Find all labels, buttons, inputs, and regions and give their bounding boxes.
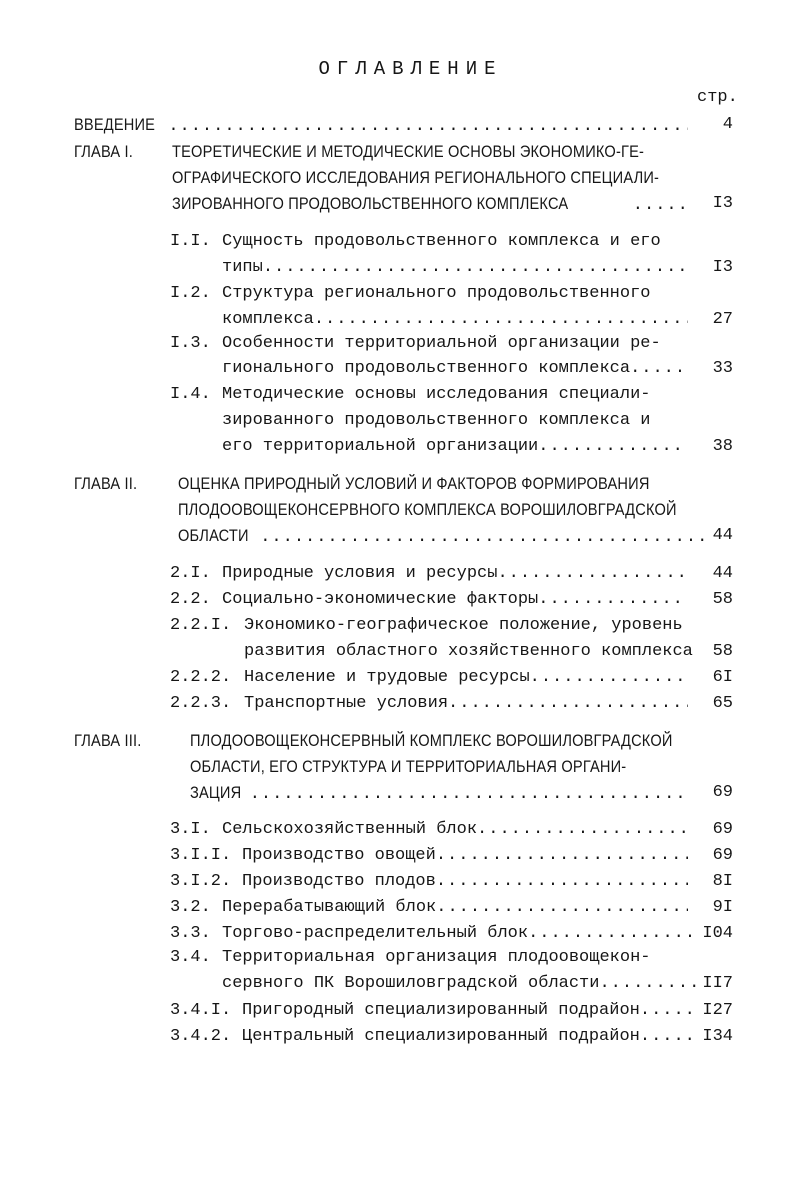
toc-entry-section (244, 665, 688, 691)
toc-page-number: 4 (722, 115, 733, 134)
section-title-line: его территориальной организации (222, 437, 539, 456)
toc-entry-section (222, 356, 688, 382)
section-title-line: Перерабатывающий блок (222, 898, 437, 917)
toc-entry-section (222, 255, 688, 281)
section-title-line: Центральный специализированный подрайон (242, 1027, 640, 1046)
toc-page-number: 69 (712, 783, 733, 802)
section-title-line: Пригородный специализированный подрайон (242, 1001, 640, 1020)
toc-page-number: 38 (712, 437, 733, 456)
section-number: 3.2. (170, 898, 211, 917)
toc-entry-section (242, 1024, 696, 1050)
section-title-line: Территориальная организация плодоовощекон- (222, 948, 651, 967)
section-number: 2.I. (170, 564, 211, 583)
toc-entry-section (222, 434, 688, 460)
toc-entry-chapter-1 (172, 191, 688, 217)
toc-page-number: 33 (712, 359, 733, 378)
section-title-line: Структура регионального продовольственного (222, 284, 651, 303)
chapter-label: ГЛАВА III. (74, 731, 142, 750)
toc-page-number: 27 (712, 310, 733, 329)
section-title-line: Социально-экономические факторы (222, 590, 539, 609)
chapter-title-line: ЗАЦИЯ (190, 783, 242, 802)
toc-page-number: 9I (712, 898, 733, 917)
section-number: 3.4.I. (170, 1001, 232, 1020)
toc-page-number: I04 (702, 924, 733, 943)
section-title-line: Производство овощей (242, 846, 436, 865)
toc-entry-chapter-3 (190, 780, 688, 806)
toc-page-number: I3 (712, 194, 733, 213)
page-title: ОГЛАВЛЕНИЕ (318, 58, 503, 80)
section-number: 2.2. (170, 590, 211, 609)
section-number: 3.I.2. (170, 872, 232, 891)
section-title-line: типы (222, 258, 263, 277)
section-title-line: Торгово-распределительный блок (222, 924, 529, 943)
chapter-title-line: ПЛОДООВОЩЕКОНСЕРВНЫЙ КОМПЛЕКС ВОРОШИЛОВГРАДСКОЙ (190, 731, 673, 750)
chapter-title-line: ПЛОДООВОЩЕКОНСЕРВНОГО КОМПЛЕКСА ВОРОШИЛОВГРАДСКОЙ (178, 500, 677, 519)
chapter-label: ГЛАВА II. (74, 474, 138, 493)
chapter-title-line: ТЕОРЕТИЧЕСКИЕ И МЕТОДИЧЕСКИЕ ОСНОВЫ ЭКОНОМИКО-ГЕ- (172, 142, 645, 161)
toc-entry-section (222, 817, 688, 843)
toc-page-number: I34 (702, 1027, 733, 1046)
toc-entry-section (222, 971, 696, 997)
section-number: I.I. (170, 232, 211, 251)
section-title-line: Особенности территориальной организации ре- (222, 334, 661, 353)
toc-entry-section (242, 869, 688, 895)
toc-entry-section (222, 307, 688, 333)
section-number: 2.2.I. (170, 616, 232, 635)
section-number: 3.I. (170, 820, 211, 839)
section-number: 3.3. (170, 924, 211, 943)
chapter-title-line: ОБЛАСТИ (178, 526, 249, 545)
toc-page-number: II7 (702, 974, 733, 993)
toc-page-number: I27 (702, 1001, 733, 1020)
toc-entry-section (244, 691, 688, 717)
toc-page-number: 69 (712, 846, 733, 865)
toc-entry-section (222, 561, 688, 587)
toc-page-number: 65 (712, 694, 733, 713)
section-title-line: сервного ПК Ворошиловградской области (222, 974, 600, 993)
section-number: 3.4. (170, 948, 211, 967)
toc-entry-section (222, 895, 688, 921)
section-title-line: Природные условия и ресурсы (222, 564, 498, 583)
section-title-line: комплекса (222, 310, 314, 329)
section-title-line: Методические основы исследования специали- (222, 385, 651, 404)
section-title-line: Транспортные условия (244, 694, 449, 713)
toc-entry-section (242, 998, 696, 1024)
section-title-line: зированного продовольственного комплекса и (222, 411, 651, 430)
section-title-line: Экономико-географическое положение, уровень (244, 616, 683, 635)
toc-entry-intro (74, 112, 688, 138)
section-number: 2.2.2. (170, 668, 232, 687)
chapter-title-line: ОГРАФИЧЕСКОГО ИССЛЕДОВАНИЯ РЕГИОНАЛЬНОГО СПЕЦИАЛИ- (172, 168, 660, 187)
chapter-title-line: ЗИРОВАННОГО ПРОДОВОЛЬСТВЕННОГО КОМПЛЕКСА (172, 194, 569, 213)
page-column-label: стр. (697, 88, 738, 107)
toc-page-number: I3 (712, 258, 733, 277)
toc-page-number: 8I (712, 872, 733, 891)
section-number: I.4. (170, 385, 211, 404)
chapter-title-line: ОЦЕНКА ПРИРОДНЫЙ УСЛОВИЙ И ФАКТОРОВ ФОРМИРОВАНИЯ (178, 474, 650, 493)
section-number: 3.4.2. (170, 1027, 232, 1046)
toc-entry-chapter-2 (178, 523, 708, 549)
section-title-line: Сущность продовольственного комплекса и его (222, 232, 661, 251)
chapter-label: ГЛАВА I. (74, 142, 134, 161)
chapter-title-line: ОБЛАСТИ, ЕГО СТРУКТУРА И ТЕРРИТОРИАЛЬНАЯ ОРГАНИ- (190, 757, 627, 776)
toc-page-number: 44 (712, 526, 733, 545)
section-number: I.3. (170, 334, 211, 353)
section-number: 3.I.I. (170, 846, 232, 865)
toc-page-number: 44 (712, 564, 733, 583)
toc-entry-section (222, 587, 688, 613)
section-title-line: гионального продовольственного комплекса (222, 359, 631, 378)
toc-page-number: 69 (712, 820, 733, 839)
section-title-line: развития областного хозяйственного комплекса (244, 642, 693, 661)
toc-entry-section (222, 921, 696, 947)
toc-entry-section (242, 843, 688, 869)
section-number: 2.2.3. (170, 694, 232, 713)
section-title-line: Сельскохозяйственный блок (222, 820, 478, 839)
toc-entry-text: ВВЕДЕНИЕ (74, 115, 156, 134)
toc-page-number: 58 (712, 642, 733, 661)
toc-page-number: 58 (712, 590, 733, 609)
section-number: I.2. (170, 284, 211, 303)
toc-page-number: 6I (712, 668, 733, 687)
section-title-line: Производство плодов (242, 872, 436, 891)
section-title-line: Население и трудовые ресурсы (244, 668, 530, 687)
